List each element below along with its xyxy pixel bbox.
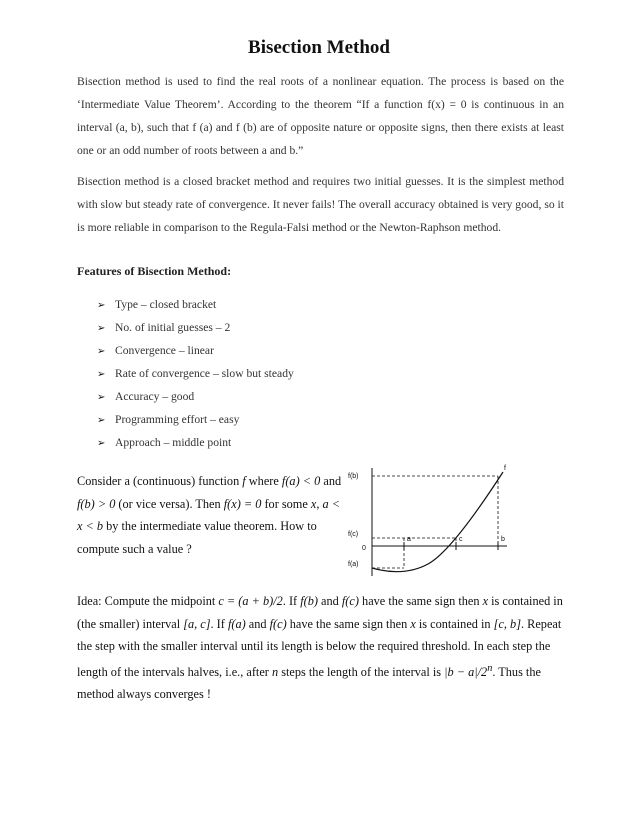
fa-label: f(a) bbox=[348, 561, 359, 568]
zero-label: 0 bbox=[362, 545, 366, 552]
list-item: ➢ Convergence – linear bbox=[97, 340, 294, 363]
idea-paragraph: Idea: Compute the midpoint c = (a + b)/2. If f(b) and f(c) have the same sign then x is contained in (the smaller) interval [a, c]. If f(a) and f(c) have the same sign then x is contained in [c, b]. Repeat the step with the smaller interval until its length is below the required threshold. In each step the length of the intervals halves, i.e., after n steps the length of the interval is $|b - a|/2^n$. Thus the method always converges ! bbox=[77, 594, 563, 702]
arrow-bullet-icon: ➢ bbox=[97, 438, 106, 449]
f-label: f bbox=[504, 465, 506, 472]
arrow-bullet-icon: ➢ bbox=[97, 415, 106, 426]
list-item: ➢ Accuracy – good bbox=[97, 386, 294, 409]
list-item: ➢ No. of initial guesses – 2 bbox=[97, 317, 294, 340]
list-item: ➢ Rate of convergence – slow but steady bbox=[97, 363, 294, 386]
fc-label: f(c) bbox=[348, 531, 359, 538]
arrow-bullet-icon: ➢ bbox=[97, 346, 106, 357]
features-heading: Features of Bisection Method: bbox=[77, 264, 232, 278]
a-label: a bbox=[407, 536, 411, 543]
list-item: ➢ Approach – middle point bbox=[97, 432, 294, 455]
arrow-bullet-icon: ➢ bbox=[97, 392, 106, 403]
arrow-bullet-icon: ➢ bbox=[97, 300, 106, 311]
intro-paragraph: Bisection method is used to find the real roots of a nonlinear equation. The process is based on the ‘Intermediate Value Theorem’. According to the theorem “If a function f(x) = 0 is continuous in an interval (a, b), such that f (a) and f (b) are of opposite nature or opposite signs, then there exists at least one or an odd number of roots between a and b.” bbox=[77, 75, 564, 157]
arrow-bullet-icon: ➢ bbox=[97, 369, 106, 380]
method-paragraph: Bisection method is a closed bracket method and requires two initial guesses. It is the simplest method with slow but steady rate of convergence. It never fails! The overall accuracy obtained is very good, so it is more reliable in comparison to the Regula-Falsi method or the Newton-Raphson method. bbox=[77, 175, 564, 234]
bisection-graph bbox=[342, 462, 512, 582]
consider-paragraph: Consider a (continuous) function f where f(a) < 0 and f(b) > 0 (or vice versa). Then f(x) = 0 for some x, a < x < b by the intermediate value theorem. How to compute such a value ? bbox=[77, 474, 342, 556]
arrow-bullet-icon: ➢ bbox=[97, 323, 106, 334]
list-item: ➢ Programming effort – easy bbox=[97, 409, 294, 432]
page-title: Bisection Method bbox=[248, 37, 390, 58]
c-label: c bbox=[459, 536, 463, 543]
function-curve bbox=[372, 472, 503, 572]
b-label: b bbox=[501, 536, 505, 543]
features-list bbox=[97, 294, 294, 455]
fb-label: f(b) bbox=[348, 473, 359, 480]
list-item: ➢ Type – closed bracket bbox=[97, 294, 294, 317]
